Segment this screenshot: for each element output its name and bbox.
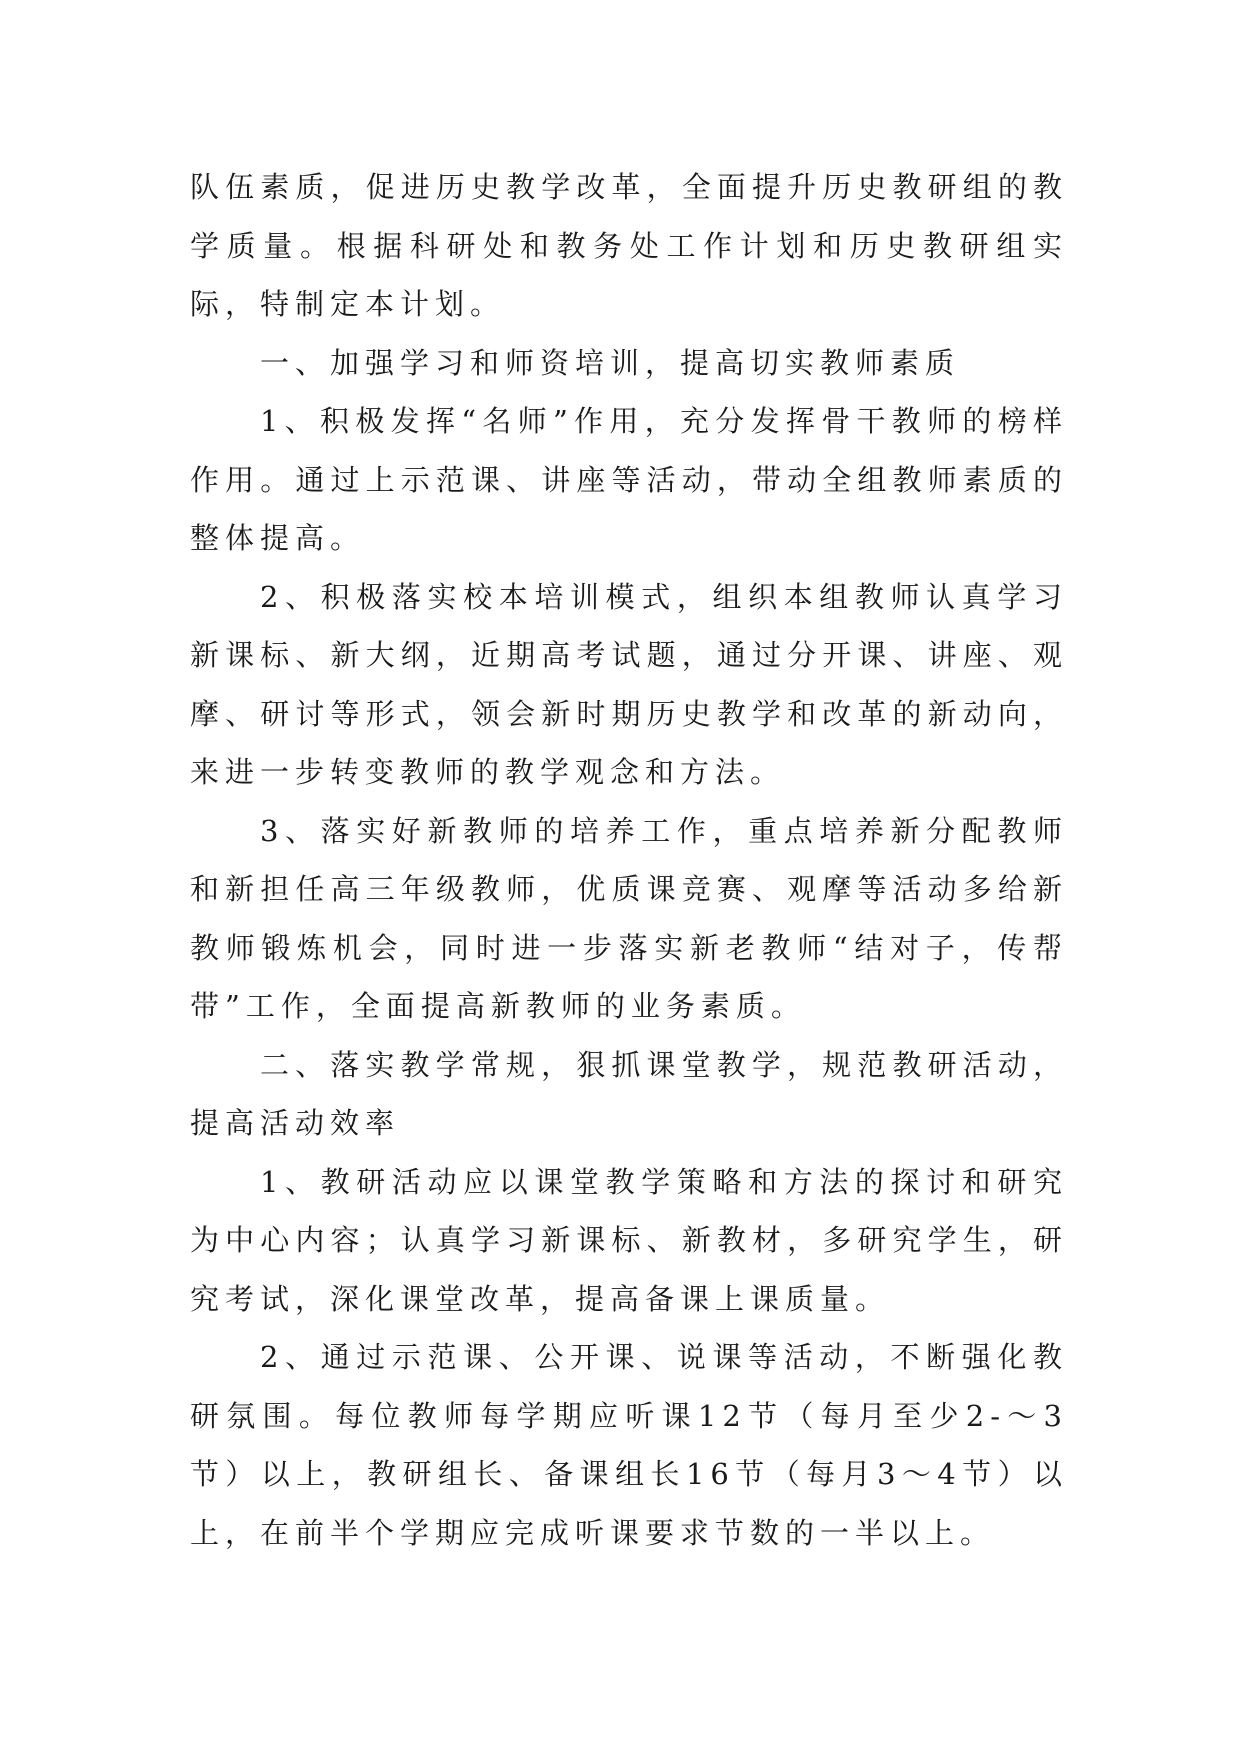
paragraph-item-1-1: 1、积极发挥“名师”作用，充分发挥骨干教师的榜样作用。通过上示范课、讲座等活动，带动全组教师素质的整体提高。 (190, 404, 1068, 555)
paragraph-item-1-2: 2、积极落实校本培训模式，组织本组教师认真学习新课标、新大纲，近期高考试题，通过分开课、讲座、观摩、研讨等形式，领会新时期历史教学和改革的新动向，来进一步转变教师的教学观念和方法。 (190, 579, 1068, 789)
paragraph-item-1-3: 3、落实好新教师的培养工作，重点培养新分配教师和新担任高三年级教师，优质课竞赛、观摩等活动多给新教师锻炼机会，同时进一步落实新老教师“结对子，传帮带”工作，全面提高新教师的业务素质。 (190, 813, 1068, 1023)
section-heading-1: 一、加强学习和师资培训，提高切实教师素质 (260, 345, 961, 380)
paragraph-continuation: 队伍素质，促进历史教学改革，全面提升历史教研组的教学质量。根据科研处和教务处工作计划和历史教研组实际，特制定本计划。 (190, 170, 1068, 321)
section-heading-2: 二、落实教学常规，狠抓课堂教学，规范教研活动，提高活动效率 (190, 1047, 1068, 1140)
paragraph-item-2-1: 1、教研活动应以课堂教学策略和方法的探讨和研究为中心内容；认真学习新课标、新教材，多研究学生，研究考试，深化课堂改革，提高备课上课质量。 (190, 1164, 1068, 1316)
paragraph-item-2-2: 2、通过示范课、公开课、说课等活动，不断强化教研氛围。每位教师每学期应听课12节（每月至少2-～3节）以上，教研组长、备课组长16节（每月3～4节）以上，在前半个学期应完成听课要求节数的一半以上。 (190, 1340, 1068, 1550)
document-body (190, 158, 1068, 1562)
